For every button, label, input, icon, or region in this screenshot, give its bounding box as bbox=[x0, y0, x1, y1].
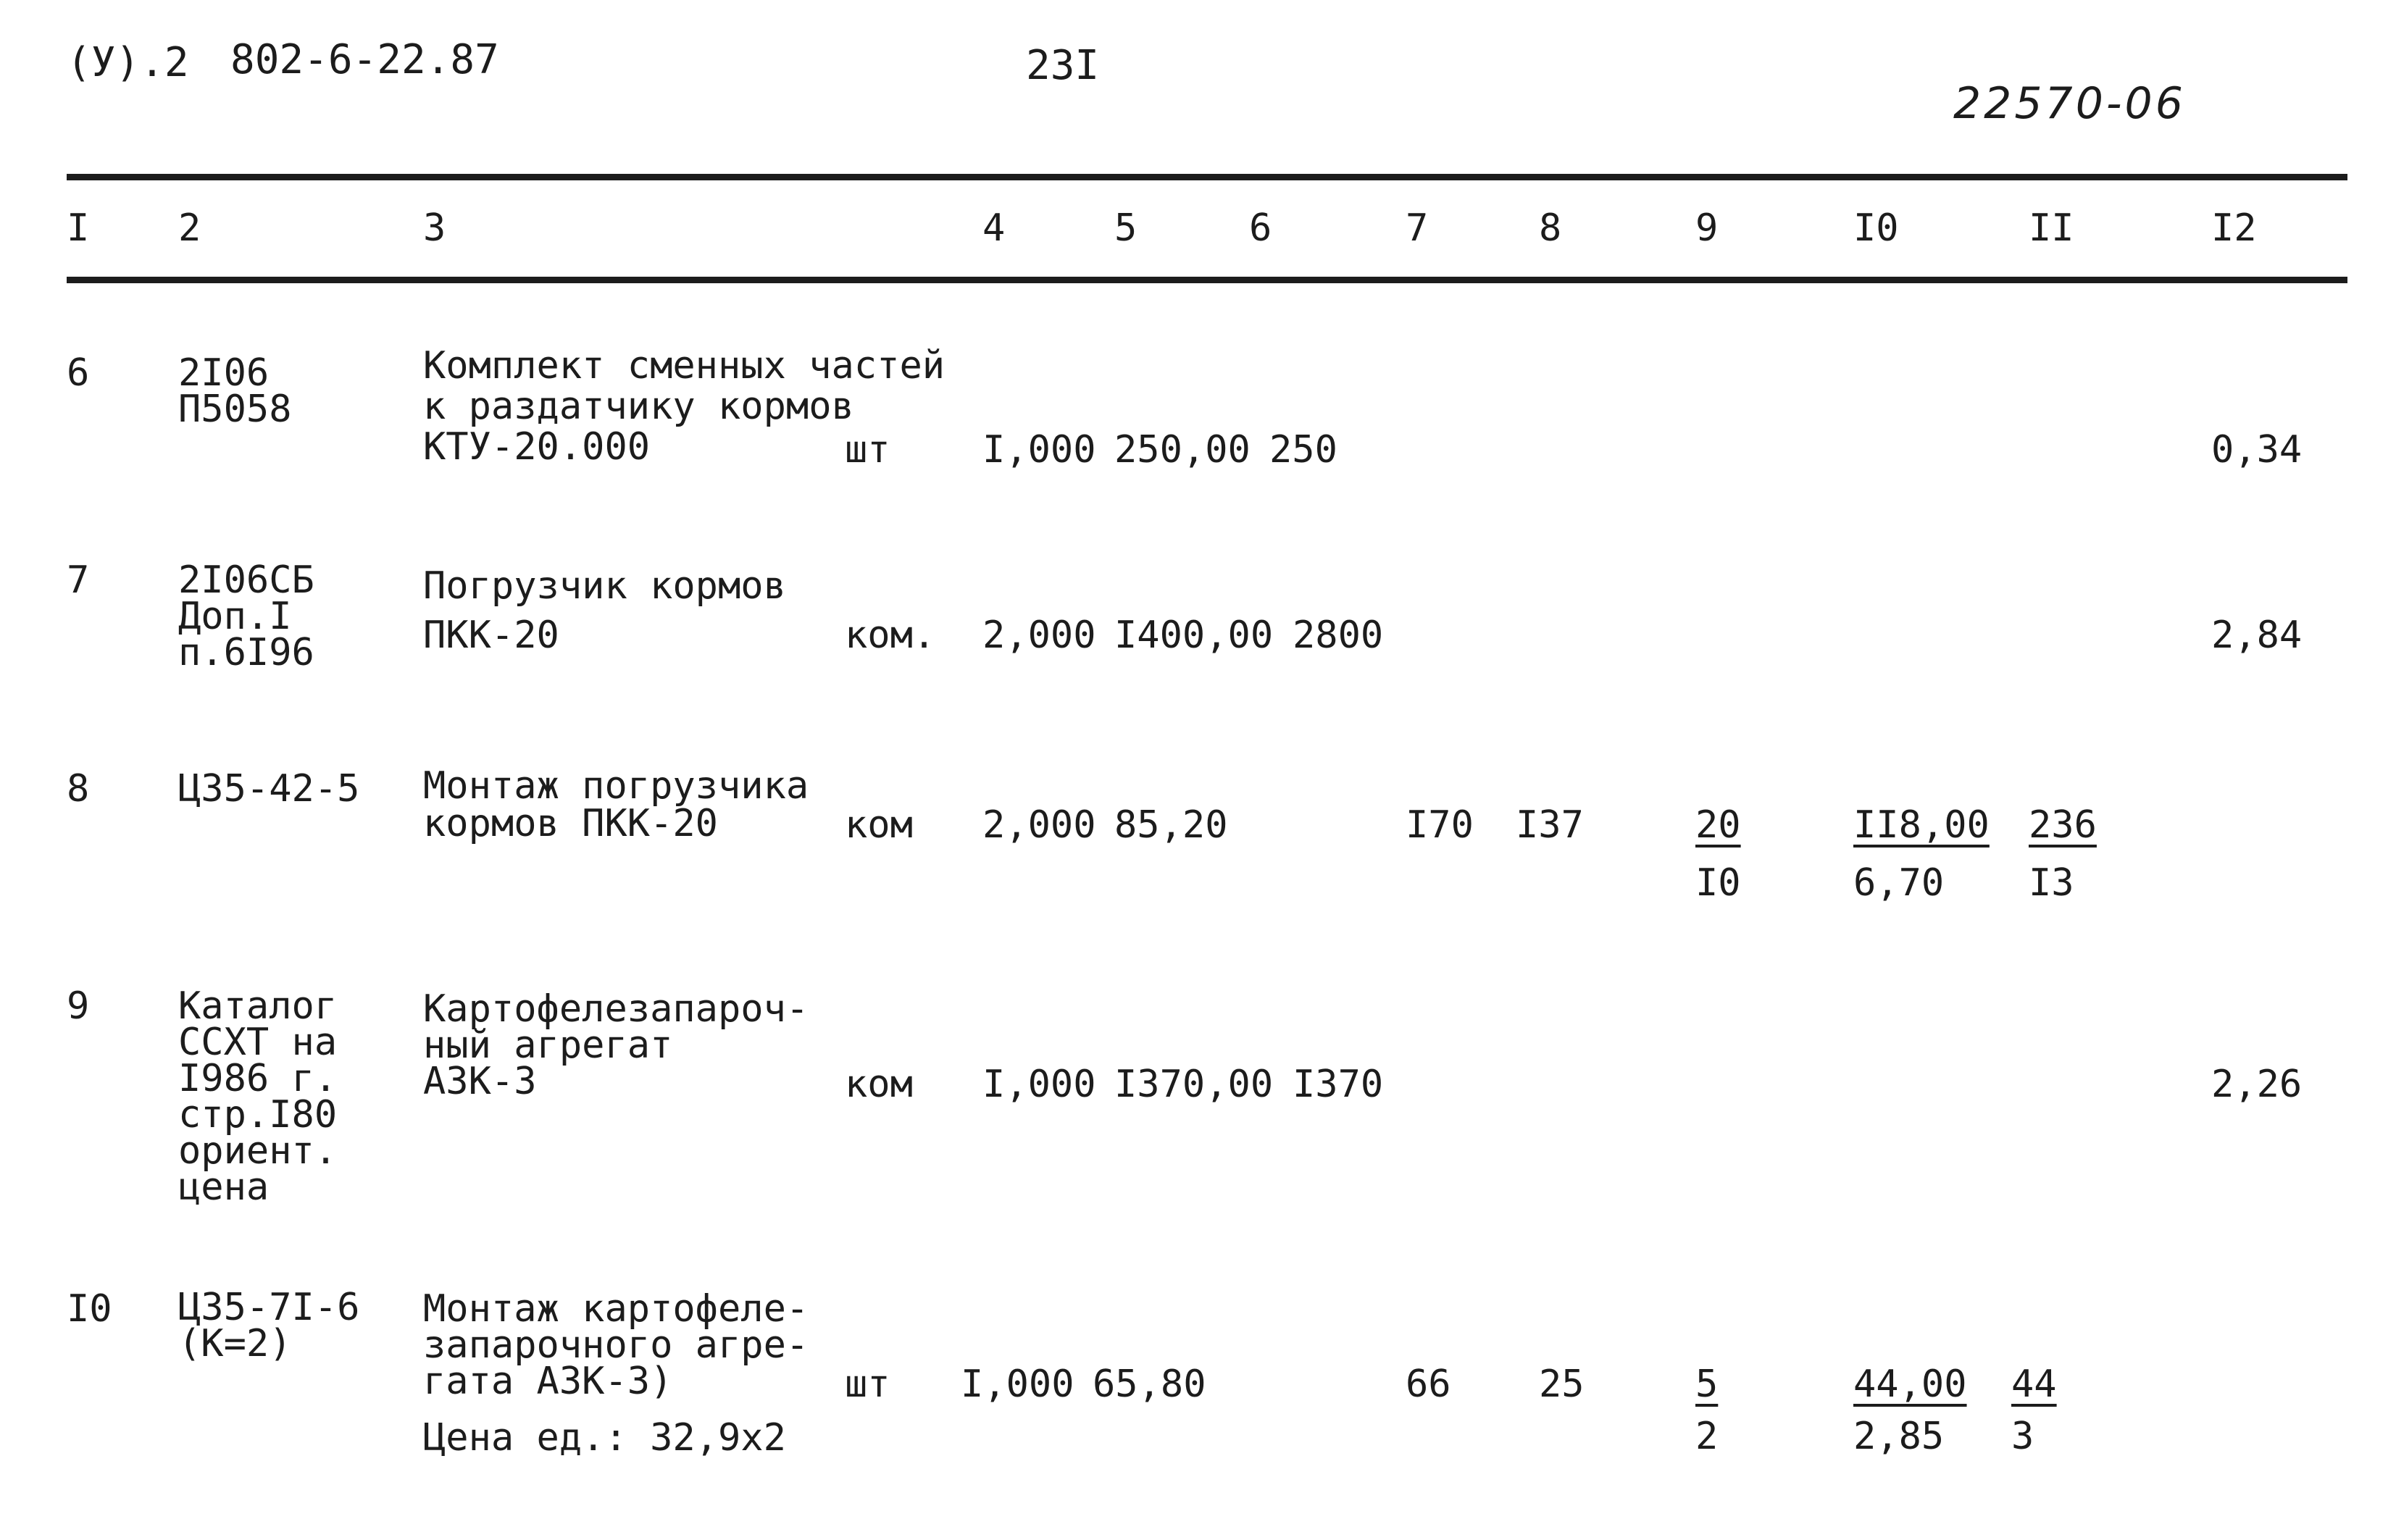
row-name-line: Картофелезапароч- bbox=[423, 987, 809, 1031]
row-quantity: 2,000 bbox=[982, 803, 1096, 847]
row-code-line: п.6I96 bbox=[178, 631, 314, 674]
row-name-line: гата АЗК-3) bbox=[423, 1360, 673, 1403]
row-name-line: ПКК-20 bbox=[423, 614, 559, 657]
row-col10-top: 44,00 bbox=[1853, 1363, 1967, 1406]
row-col8-value: 25 bbox=[1539, 1363, 1585, 1406]
row-col9-bottom: 2 bbox=[1695, 1415, 1719, 1458]
column-header-5: 5 bbox=[1114, 206, 1138, 250]
row-number: 8 bbox=[67, 767, 90, 811]
row-unit-price: I400,00 bbox=[1114, 614, 1274, 657]
row-col11-top: 236 bbox=[2029, 803, 2097, 847]
row-col12-value: 0,34 bbox=[2211, 428, 2303, 472]
row-quantity: I,000 bbox=[961, 1363, 1074, 1406]
row-code-line: Каталог bbox=[178, 984, 338, 1028]
row-name-line: КТУ-20.000 bbox=[423, 425, 651, 469]
row-code-line: стр.I80 bbox=[178, 1093, 338, 1137]
row-col9-top: 5 bbox=[1695, 1363, 1719, 1406]
row-col9-top: 20 bbox=[1695, 803, 1741, 847]
column-header-4: 4 bbox=[982, 206, 1006, 250]
row-quantity: 2,000 bbox=[982, 614, 1096, 657]
row-total: I370 bbox=[1293, 1063, 1384, 1106]
row-code-line: (К=2) bbox=[178, 1322, 292, 1365]
column-header-3: 3 bbox=[423, 206, 446, 250]
row-code-line: Доп.I bbox=[178, 595, 292, 638]
row-number: 6 bbox=[67, 351, 90, 395]
row-col9-bottom: I0 bbox=[1695, 861, 1741, 905]
row-col11-bottom: 3 bbox=[2011, 1415, 2034, 1458]
header-page-number: 23I bbox=[1026, 42, 1100, 89]
column-header-12: I2 bbox=[2211, 206, 2257, 250]
row-col10-bottom: 6,70 bbox=[1853, 861, 1945, 905]
row-unit-price: 85,20 bbox=[1114, 803, 1228, 847]
row-name-line: Комплект сменных частей bbox=[423, 344, 946, 388]
row-unit-price: I370,00 bbox=[1114, 1063, 1274, 1106]
header-stamp-number: 22570-06 bbox=[1953, 78, 2186, 129]
row-code-line: ориент. bbox=[178, 1129, 338, 1173]
row-total: 2800 bbox=[1293, 614, 1384, 657]
row-name-line: кормов ПКК-20 bbox=[423, 802, 718, 845]
row-col7-value: 66 bbox=[1406, 1363, 1451, 1406]
column-header-7: 7 bbox=[1406, 206, 1429, 250]
row-col11-top: 44 bbox=[2011, 1363, 2057, 1406]
row-number: I0 bbox=[67, 1287, 112, 1331]
row-total: 250 bbox=[1269, 428, 1337, 472]
row-code-line: ССХТ на bbox=[178, 1021, 338, 1064]
column-header-10: I0 bbox=[1853, 206, 1899, 250]
row-unit: шт bbox=[845, 428, 890, 472]
row-col10-top: II8,00 bbox=[1853, 803, 1990, 847]
row-number: 9 bbox=[67, 984, 90, 1028]
row-quantity: I,000 bbox=[982, 1063, 1096, 1106]
column-header-11: II bbox=[2029, 206, 2074, 250]
row-code-line: Ц35-7I-6 bbox=[178, 1286, 360, 1329]
row-code-line: 2I06СБ bbox=[178, 558, 314, 602]
row-col11-bottom: I3 bbox=[2029, 861, 2074, 905]
row-name-line: запарочного агре- bbox=[423, 1323, 809, 1367]
row-quantity: I,000 bbox=[982, 428, 1096, 472]
column-header-2: 2 bbox=[178, 206, 201, 250]
row-name-line: к раздатчику кормов bbox=[423, 385, 854, 428]
column-header-8: 8 bbox=[1539, 206, 1562, 250]
row-col12-value: 2,84 bbox=[2211, 614, 2303, 657]
row-col8-value: I37 bbox=[1516, 803, 1584, 847]
header-code-left: (У).2 bbox=[67, 39, 189, 86]
row-code-line: П5058 bbox=[178, 388, 292, 431]
row-price-note: Цена ед.: 32,9х2 bbox=[423, 1416, 786, 1460]
row-name-line: Погрузчик кормов bbox=[423, 564, 786, 608]
row-code-line: I986 г. bbox=[178, 1057, 338, 1100]
row-unit: ком. bbox=[845, 614, 936, 657]
row-name-line: Монтаж погрузчика bbox=[423, 764, 809, 808]
row-name-line: Монтаж картофеле- bbox=[423, 1287, 809, 1331]
row-unit: шт bbox=[845, 1363, 890, 1406]
top-rule bbox=[67, 174, 2347, 180]
row-code-line: Ц35-42-5 bbox=[178, 767, 360, 811]
header-rule bbox=[67, 277, 2347, 283]
row-unit: ком bbox=[845, 803, 913, 847]
row-col10-bottom: 2,85 bbox=[1853, 1415, 1945, 1458]
row-code-line: цена bbox=[178, 1166, 270, 1209]
row-number: 7 bbox=[67, 558, 90, 602]
row-name-line: ный агрегат bbox=[423, 1024, 673, 1067]
row-col7-value: I70 bbox=[1406, 803, 1474, 847]
row-code-line: 2I06 bbox=[178, 351, 270, 395]
column-header-1: I bbox=[67, 206, 90, 250]
row-name-line: АЗК-3 bbox=[423, 1060, 537, 1103]
row-unit-price: 65,80 bbox=[1093, 1363, 1206, 1406]
column-header-6: 6 bbox=[1249, 206, 1272, 250]
row-col12-value: 2,26 bbox=[2211, 1063, 2303, 1106]
row-unit: ком bbox=[845, 1063, 913, 1106]
row-unit-price: 250,00 bbox=[1114, 428, 1251, 472]
header-doc-number: 802-6-22.87 bbox=[230, 36, 499, 83]
column-header-9: 9 bbox=[1695, 206, 1719, 250]
